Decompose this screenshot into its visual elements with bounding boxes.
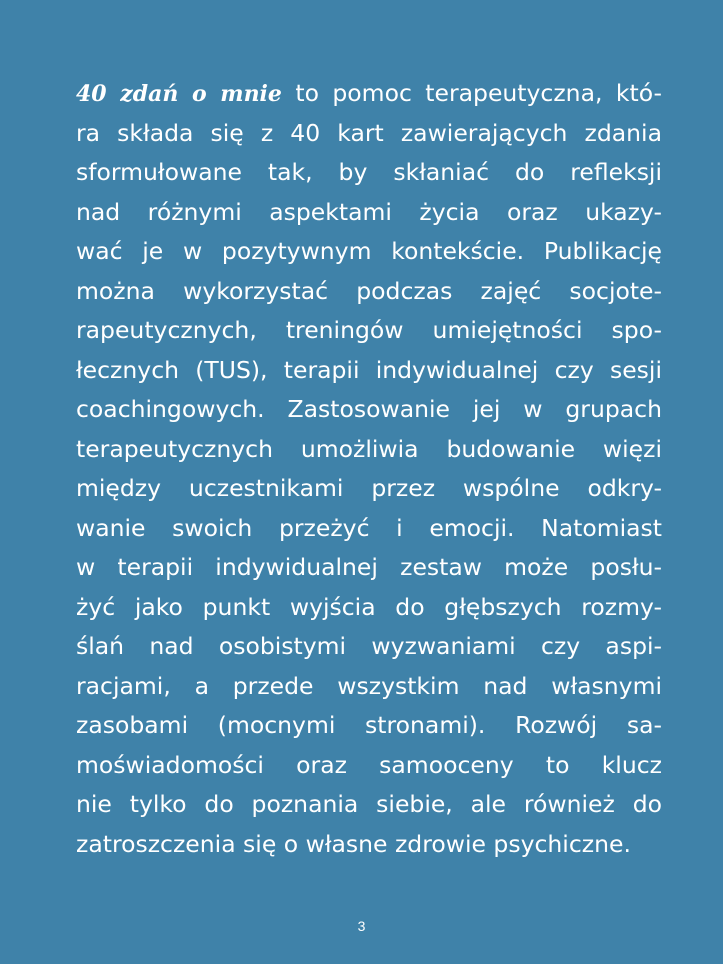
paragraph-line-4: nad różnymi aspektami życia oraz ukazy- <box>76 197 662 226</box>
paragraph-line-16: racjami, a przede wszystkim nad własnymi <box>76 671 662 700</box>
paragraph-line-2: ra składa się z 40 kart zawierających zdania <box>76 118 662 147</box>
paragraph-line-17: zasobami (mocnymi stronami). Rozwój sa- <box>76 711 662 739</box>
paragraph-line-19: nie tylko do poznania siebie, ale również do <box>76 790 662 818</box>
paragraph-line-3: sformułowane tak, by skłaniać do refleksji <box>76 158 662 186</box>
page-number: 3 <box>357 918 366 934</box>
paragraph-line-6: można wykorzystać podczas zajęć socjote- <box>76 276 662 305</box>
title-script: 40 zdań o mnie <box>76 81 282 107</box>
paragraph-line-1 <box>76 74 662 114</box>
paragraph-line-8: łecznych (TUS), terapii indywidualnej czy sesji <box>76 355 662 384</box>
body-paragraph <box>76 74 662 864</box>
paragraph-line-11: między uczestnikami przez wspólne odkry- <box>76 474 662 502</box>
paragraph-line-20: zatroszczenia się o własne zdrowie psychiczne. <box>76 829 631 858</box>
paragraph-line-5: wać je w pozytywnym kontekście. Publikację <box>76 237 662 265</box>
paragraph-line-18: moświadomości oraz samooceny to klucz <box>76 750 662 779</box>
paragraph-line-1-text: to pomoc terapeutyczna, któ- <box>281 79 662 107</box>
paragraph-line-14: żyć jako punkt wyjścia do głębszych rozmy- <box>76 592 662 621</box>
paragraph-line-10: terapeutycznych umożliwia budowanie więzi <box>76 434 662 463</box>
paragraph-line-12: wanie swoich przeżyć i emocji. Natomiast <box>76 513 662 542</box>
paragraph-line-7: rapeutycznych, treningów umiejętności spo- <box>76 316 662 344</box>
paragraph-line-13: w terapii indywidualnej zestaw może posłu- <box>76 553 662 581</box>
paragraph-line-15: ślań nad osobistymi wyzwaniami czy aspi- <box>76 632 662 660</box>
paragraph-line-9: coachingowych. Zastosowanie jej w grupach <box>76 395 662 423</box>
